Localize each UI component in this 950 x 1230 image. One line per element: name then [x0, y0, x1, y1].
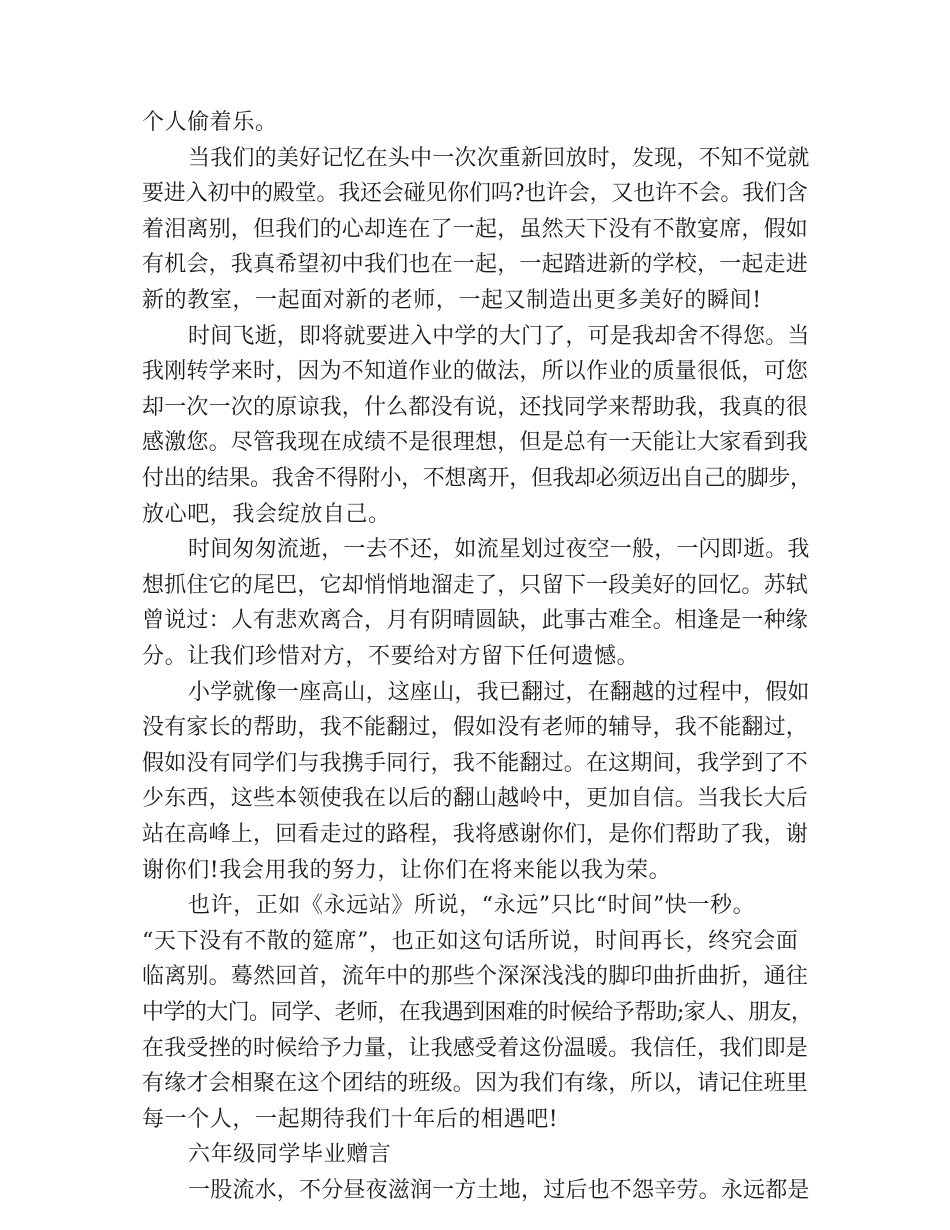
- text-line: 中学的大门。同学、老师，在我遇到困难的时候给予帮助;家人、朋友，: [142, 1000, 813, 1025]
- text-line: 站在高峰上，回看走过的路程，我将感谢你们，是你们帮助了我，谢: [142, 822, 809, 847]
- paragraph-first-line: 六年级同学毕业赠言: [188, 1142, 392, 1168]
- text-line: 少东西，这些本领使我在以后的翻山越岭中，更加自信。当我长大后: [142, 786, 809, 812]
- text-line: 却一次一次的原谅我，什么都没有说，还找同学来帮助我，我真的很: [142, 394, 809, 420]
- text-line: 假如没有同学们与我携手同行，我不能翻过。在这期间，我学到了不: [142, 750, 809, 776]
- text-line: 要进入初中的殿堂。我还会碰见你们吗?也许会，又也许不会。我们含: [142, 181, 808, 207]
- text-line: 曾说过：人有悲欢离合，月有阴晴圆缺，此事古难全。相逢是一种缘: [142, 608, 809, 634]
- text-line: 个人偷着乐。: [142, 110, 278, 135]
- text-line: 在我受挫的时候给予力量，让我感受着这份温暖。我信任，我们即是: [142, 1035, 809, 1061]
- text-line: 谢你们!我会用我的努力，让你们在将来能以我为荣。: [142, 857, 672, 883]
- text-line: 每一个人，一起期待我们十年后的相遇吧!: [142, 1106, 559, 1132]
- text-line: 想抓住它的尾巴，它却悄悄地溜走了，只留下一段美好的回忆。苏轼: [142, 572, 809, 598]
- paragraph-first-line: 时间飞逝，即将就要进入中学的大门了，可是我却舍不得您。当: [188, 323, 810, 349]
- text-line: 有机会，我真希望初中我们也在一起，一起踏进新的学校，一起走进: [142, 252, 809, 278]
- text-line: “天下没有不散的筵席”，也正如这句话所说，时间再长，终究会面: [142, 928, 799, 954]
- paragraph-first-line: 也许，正如《永远站》所说，“永远”只比“时间”快一秒。: [188, 893, 756, 919]
- text-line: 感激您。尽管我现在成绩不是很理想，但是总有一天能让大家看到我: [142, 430, 809, 456]
- text-line: 着泪离别，但我们的心却连在了一起，虽然天下没有不散宴席，假如: [142, 216, 809, 242]
- text-line: 临离别。蓦然回首，流年中的那些个深深浅浅的脚印曲折曲折，通往: [142, 964, 809, 990]
- paragraph-first-line: 一股流水，不分昼夜滋润一方土地，过后也不怨辛劳。永远都是: [188, 1178, 810, 1203]
- text-line: 放心吧，我会绽放自己。: [142, 501, 391, 527]
- paragraph-first-line: 小学就像一座高山，这座山，我已翻过，在翻越的过程中，假如: [188, 679, 810, 705]
- text-line: 有缘才会相聚在这个团结的班级。因为我们有缘，所以，请记住班里: [142, 1071, 809, 1097]
- text-line: 付出的结果。我舍不得附小，不想离开，但我却必须迈出自己的脚步，: [142, 466, 812, 491]
- text-line: 我刚转学来时，因为不知道作业的做法，所以作业的质量很低，可您: [142, 359, 809, 385]
- paragraph-first-line: 当我们的美好记忆在头中一次次重新回放时，发现，不知不觉就: [188, 145, 810, 171]
- paragraph-first-line: 时间匆匆流逝，一去不还，如流星划过夜空一般，一闪即逝。我: [188, 537, 810, 563]
- text-line: 没有家长的帮助，我不能翻过，假如没有老师的辅导，我不能翻过，: [142, 715, 809, 741]
- text-line: 分。让我们珍惜对方，不要给对方留下任何遗憾。: [142, 644, 640, 669]
- text-line: 新的教室，一起面对新的老师，一起又制造出更多美好的瞬间!: [142, 288, 762, 313]
